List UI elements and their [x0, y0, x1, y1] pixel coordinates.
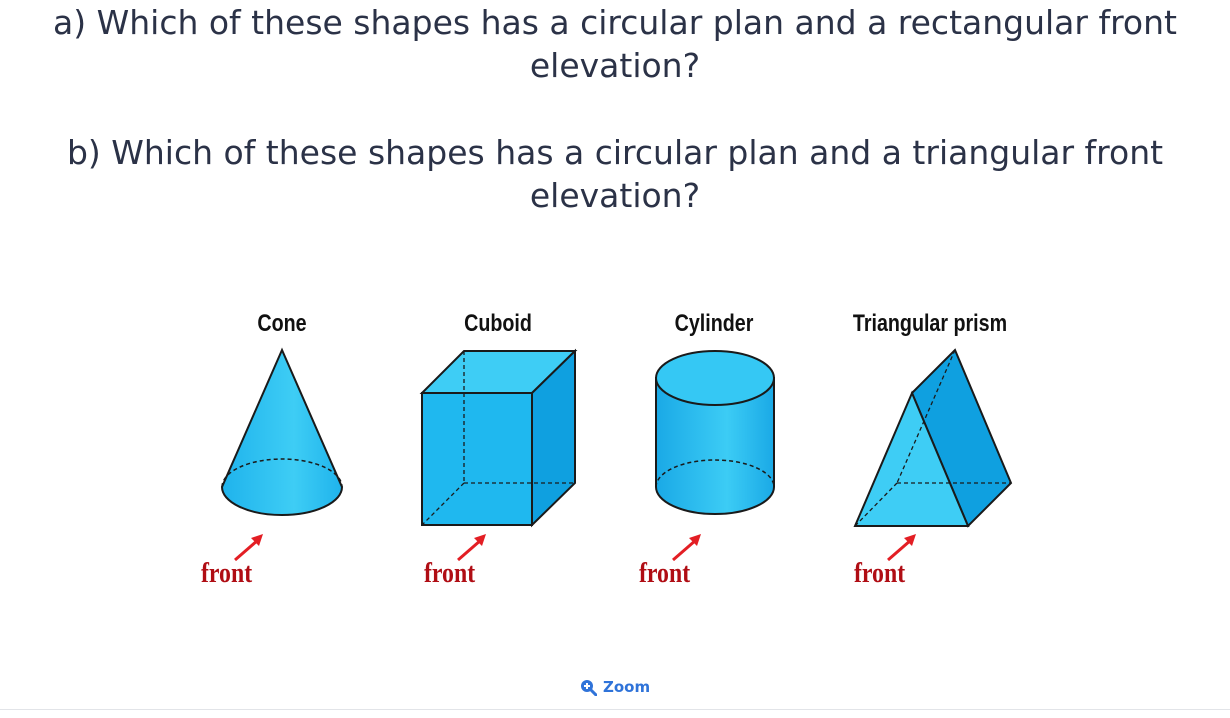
- cylinder-front-arrow: [673, 534, 701, 560]
- cone-shape: [222, 350, 342, 515]
- shapes-figure: [0, 290, 1230, 610]
- cylinder-front-label: front: [639, 558, 691, 589]
- question-a: a) Which of these shapes has a circular plan and a rectangular front elevation?: [53, 3, 1177, 85]
- shapes-drawing: [0, 290, 1230, 610]
- cylinder-label: Cylinder: [674, 310, 754, 337]
- bottom-divider: [0, 709, 1230, 710]
- prism-front-arrow: [888, 534, 916, 560]
- zoom-in-icon: [580, 679, 597, 696]
- zoom-button[interactable]: [580, 678, 650, 696]
- cuboid-shape: [422, 351, 575, 525]
- question-b: b) Which of these shapes has a circular plan and a triangular front elevation?: [66, 133, 1164, 215]
- triangular-prism-shape: [855, 350, 1011, 526]
- cuboid-label: Cuboid: [464, 310, 532, 337]
- cone-front-arrow: [235, 534, 263, 560]
- zoom-label: Zoom: [603, 678, 651, 696]
- cuboid-front-arrow: [458, 534, 486, 560]
- cylinder-shape: [656, 351, 774, 514]
- prism-front-label: front: [854, 558, 906, 589]
- cuboid-front-label: front: [424, 558, 476, 589]
- cone-front-label: front: [201, 558, 253, 589]
- triangular-prism-label: Triangular prism: [852, 310, 1008, 337]
- cone-label: Cone: [257, 310, 307, 337]
